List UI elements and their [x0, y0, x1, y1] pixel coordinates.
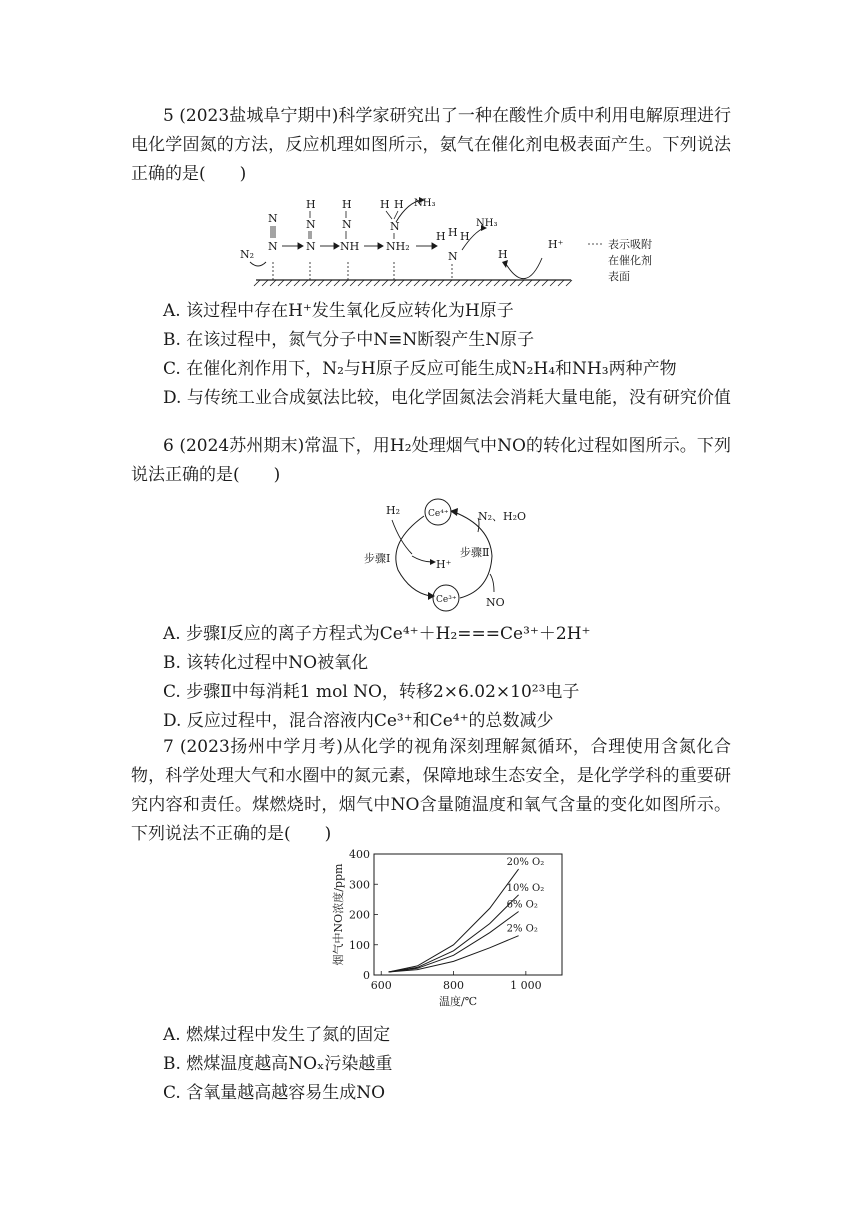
- series-label: 20% O₂: [506, 857, 545, 869]
- q6-cycle-figure: [360, 492, 540, 616]
- q6-hplus-label: H⁺: [436, 558, 452, 571]
- q5-legend-line2: 在催化剂: [608, 254, 652, 267]
- q6-option-c[interactable]: C. 步骤Ⅱ中每消耗1 mol NO，转移2×6.02×10²³电子: [163, 682, 580, 702]
- question-5: [131, 102, 731, 189]
- q5-h-atom: H: [342, 198, 352, 211]
- q6-option-b[interactable]: B. 该转化过程中NO被氧化: [163, 653, 369, 673]
- series-label: 6% O₂: [506, 899, 538, 911]
- q5-nh2: NH₂: [386, 240, 410, 253]
- question-7: [131, 733, 731, 849]
- q5-nh3-label: NH₃: [414, 198, 436, 209]
- x-tick-label: 1 000: [510, 979, 542, 992]
- series-label: 10% O₂: [506, 882, 545, 894]
- x-axis-label: 温度/℃: [438, 995, 478, 1008]
- y-tick-label: 100: [349, 938, 370, 952]
- q7-no-chart: [322, 842, 572, 1010]
- q5-h-atom: H: [306, 198, 316, 211]
- q6-products-label: N₂、H₂O: [478, 510, 527, 523]
- q6-step2-label: 步骤Ⅱ: [460, 546, 490, 559]
- q7-options: [131, 1021, 731, 1108]
- q5-n-atom: N: [448, 250, 458, 263]
- y-tick-label: 200: [349, 908, 370, 922]
- q5-h-atom: H: [436, 230, 446, 243]
- plot-frame: [374, 854, 562, 975]
- q5-option-a[interactable]: A. 该过程中存在H⁺发生氧化反应转化为H原子: [163, 301, 514, 321]
- y-tick-label: 0: [363, 969, 370, 982]
- series-line: [389, 869, 519, 972]
- q5-h-atom: H: [394, 198, 404, 211]
- q5-n-atom: N: [342, 218, 352, 231]
- q5-h-atom: H: [498, 248, 508, 261]
- q5-n-atom: N: [390, 220, 400, 233]
- q5-mechanism-figure: [236, 192, 676, 292]
- q6-options: [131, 620, 731, 736]
- q5-h-atom: H: [460, 230, 470, 243]
- y-tick-label: 400: [349, 848, 370, 861]
- q6-option-a[interactable]: A. 步骤Ⅰ反应的离子方程式为Ce⁴⁺＋H₂===Ce³⁺＋2H⁺: [163, 624, 591, 644]
- series-line: [389, 895, 519, 972]
- q6-step1-label: 步骤Ⅰ: [364, 552, 391, 565]
- q5-n-atom: N: [306, 240, 316, 253]
- q5-legend-line3: 表面: [608, 270, 630, 283]
- q5-n-atom: N: [268, 240, 278, 253]
- question-6: [131, 432, 731, 490]
- q5-n-atom: N: [306, 218, 316, 231]
- q7-stem: 7 (2023扬州中学月考)从化学的视角深刻理解氮循环，合理使用含氮化合物，科学处理大气和水圈中的氮元素，保障地球生态安全，是化学学科的重要研究内容和责任。煤燃烧时，烟气中NO含量随温度和氧气含量的变化如图所示。下列说法不正确的是( ): [131, 737, 731, 844]
- q5-option-c[interactable]: C. 在催化剂作用下，N₂与H原子反应可能生成N₂H₄和NH₃两种产物: [163, 359, 677, 379]
- q6-stem: 6 (2024苏州期末)常温下，用H₂处理烟气中NO的转化过程如图所示。下列说法正确的是( ): [131, 436, 731, 485]
- q5-nh3-label: NH₃: [476, 218, 498, 229]
- q6-h2-label: H₂: [386, 504, 401, 517]
- q6-ce4-label: Ce⁴⁺: [428, 509, 449, 519]
- x-tick-label: 800: [443, 979, 465, 992]
- series-line: [389, 936, 519, 972]
- q5-n2-label: N₂: [240, 248, 255, 261]
- q6-ce3-label: Ce³⁺: [436, 595, 457, 605]
- q7-option-b[interactable]: B. 燃煤温度越高NOₓ污染越重: [163, 1054, 393, 1074]
- y-axis-label: 烟气中NO浓度/ppm: [332, 863, 345, 966]
- q7-option-c[interactable]: C. 含氧量越高越容易生成NO: [163, 1083, 386, 1103]
- q5-h-atom: H: [380, 198, 390, 211]
- q5-option-b[interactable]: B. 在该过程中，氮气分子中N≡N断裂产生N原子: [163, 330, 535, 350]
- q7-option-a[interactable]: A. 燃煤过程中发生了氮的固定: [163, 1025, 391, 1045]
- x-tick-label: 600: [370, 979, 392, 992]
- y-tick-label: 300: [349, 878, 370, 892]
- q6-option-d[interactable]: D. 反应过程中，混合溶液内Ce³⁺和Ce⁴⁺的总数减少: [163, 711, 554, 731]
- q5-h-atom: H: [448, 226, 458, 239]
- q5-stem: 5 (2023盐城阜宁期中)科学家研究出了一种在酸性介质中利用电解原理进行电化学固氮的方法，反应机理如图所示，氨气在催化剂电极表面产生。下列说法正确的是( ): [131, 106, 731, 184]
- q5-options: [131, 297, 731, 413]
- q5-option-d[interactable]: D. 与传统工业合成氨法比较，电化学固氮法会消耗大量电能，没有研究价值: [163, 388, 731, 408]
- q5-legend-line1: 表示吸附: [608, 238, 652, 251]
- q5-hplus-label: H⁺: [548, 238, 564, 251]
- series-line: [389, 912, 519, 973]
- q6-no-label: NO: [486, 596, 505, 609]
- series-label: 2% O₂: [506, 923, 538, 935]
- q5-n-atom: N: [268, 212, 278, 225]
- q5-nh: NH: [340, 240, 360, 253]
